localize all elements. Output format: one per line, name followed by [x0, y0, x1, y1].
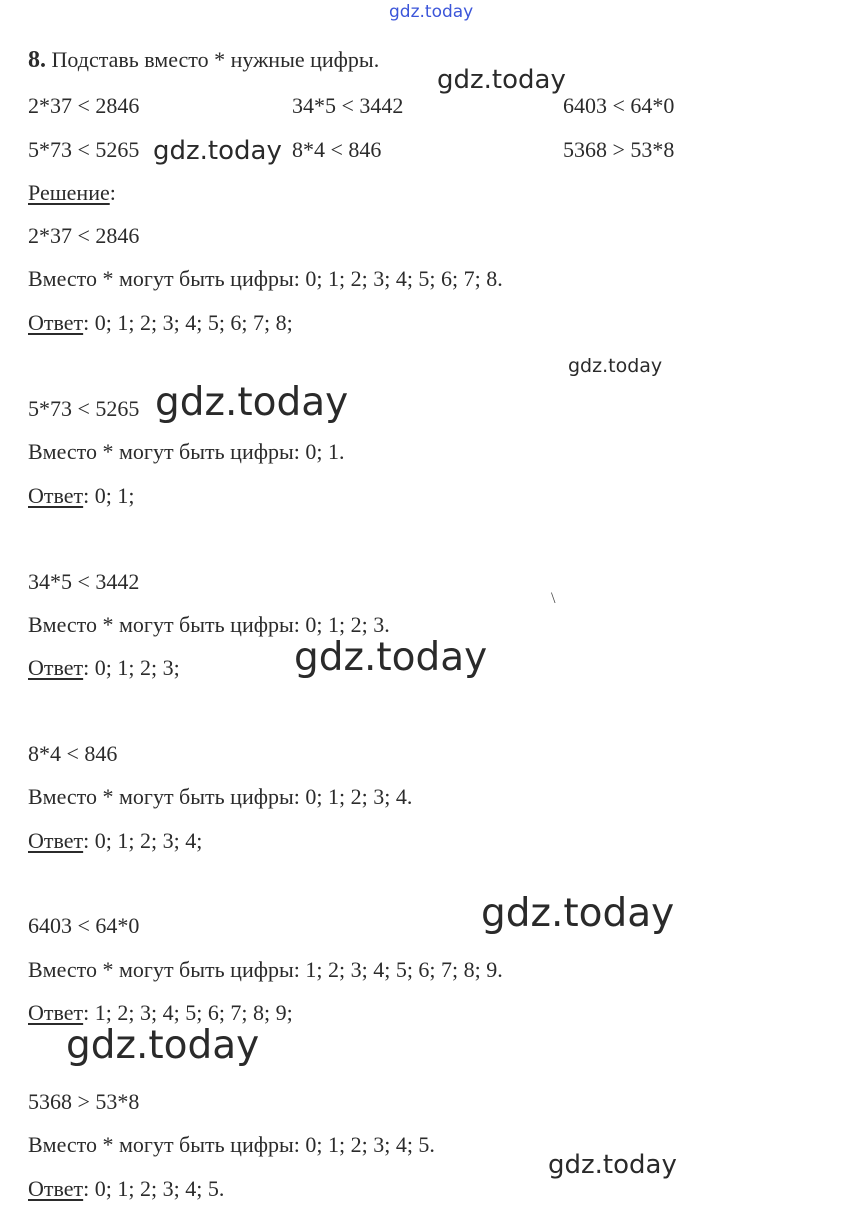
answer-label: Ответ [28, 655, 84, 680]
digits-line: Вместо * могут быть цифры: 0; 1; 2; 3; 4. [28, 784, 413, 809]
stray-mark: \ [551, 590, 556, 607]
solution-label: Решение [28, 180, 110, 205]
answer-label: Ответ [28, 1176, 84, 1201]
watermark: gdz.today [294, 635, 488, 680]
expression: 6403 < 64*0 [28, 913, 140, 938]
digits-line: Вместо * могут быть цифры: 0; 1. [28, 439, 345, 464]
expression: 5*73 < 5265 [28, 396, 140, 421]
expression: 34*5 < 3442 [28, 569, 140, 594]
answer-line [28, 1002, 293, 1024]
task-item: 34*5 < 3442 [292, 93, 404, 118]
watermark: gdz.today [155, 380, 349, 425]
watermark: gdz.today [66, 1023, 260, 1068]
answer-values: : 0; 1; 2; 3; 4; 5. [83, 1176, 225, 1201]
answer-values: : 0; 1; 2; 3; 4; 5; 6; 7; 8; [83, 310, 293, 335]
task-item: 5368 > 53*8 [563, 137, 675, 162]
digits-line: Вместо * могут быть цифры: 0; 1; 2; 3. [28, 612, 390, 637]
task-number: 8. [28, 47, 46, 73]
task-header [28, 48, 379, 72]
answer-line [28, 485, 134, 507]
task-item: 8*4 < 846 [292, 137, 382, 162]
answer-values: : 1; 2; 3; 4; 5; 6; 7; 8; 9; [83, 1000, 293, 1025]
answer-line [28, 830, 202, 852]
answer-line [28, 312, 293, 334]
answer-values: : 0; 1; 2; 3; [83, 655, 180, 680]
task-item: 5*73 < 5265 [28, 137, 140, 162]
watermark: gdz.today [568, 355, 663, 377]
digits-line: Вместо * могут быть цифры: 1; 2; 3; 4; 5; 6; 7; 8; 9. [28, 957, 503, 982]
answer-label: Ответ [28, 828, 84, 853]
digits-line: Вместо * могут быть цифры: 0; 1; 2; 3; 4; 5. [28, 1132, 435, 1157]
expression: 5368 > 53*8 [28, 1089, 140, 1114]
task-text: Подставь вместо * нужные цифры. [51, 47, 380, 72]
watermark-top: gdz.today [389, 2, 474, 22]
watermark: gdz.today [548, 1150, 677, 1180]
answer-values: : 0; 1; [83, 483, 135, 508]
solution-heading: Решение: [28, 180, 116, 205]
expression: 8*4 < 846 [28, 741, 118, 766]
answer-label: Ответ [28, 310, 84, 335]
watermark: gdz.today [481, 891, 675, 936]
watermark: gdz.today [437, 65, 566, 95]
answer-values: : 0; 1; 2; 3; 4; [83, 828, 203, 853]
answer-label: Ответ [28, 1000, 84, 1025]
task-item: 6403 < 64*0 [563, 93, 675, 118]
answer-line [28, 1178, 224, 1200]
digits-line: Вместо * могут быть цифры: 0; 1; 2; 3; 4; 5; 6; 7; 8. [28, 266, 503, 291]
watermark: gdz.today [153, 136, 282, 166]
task-item: 2*37 < 2846 [28, 93, 140, 118]
answer-line [28, 657, 180, 679]
expression: 2*37 < 2846 [28, 223, 140, 248]
answer-label: Ответ [28, 483, 84, 508]
